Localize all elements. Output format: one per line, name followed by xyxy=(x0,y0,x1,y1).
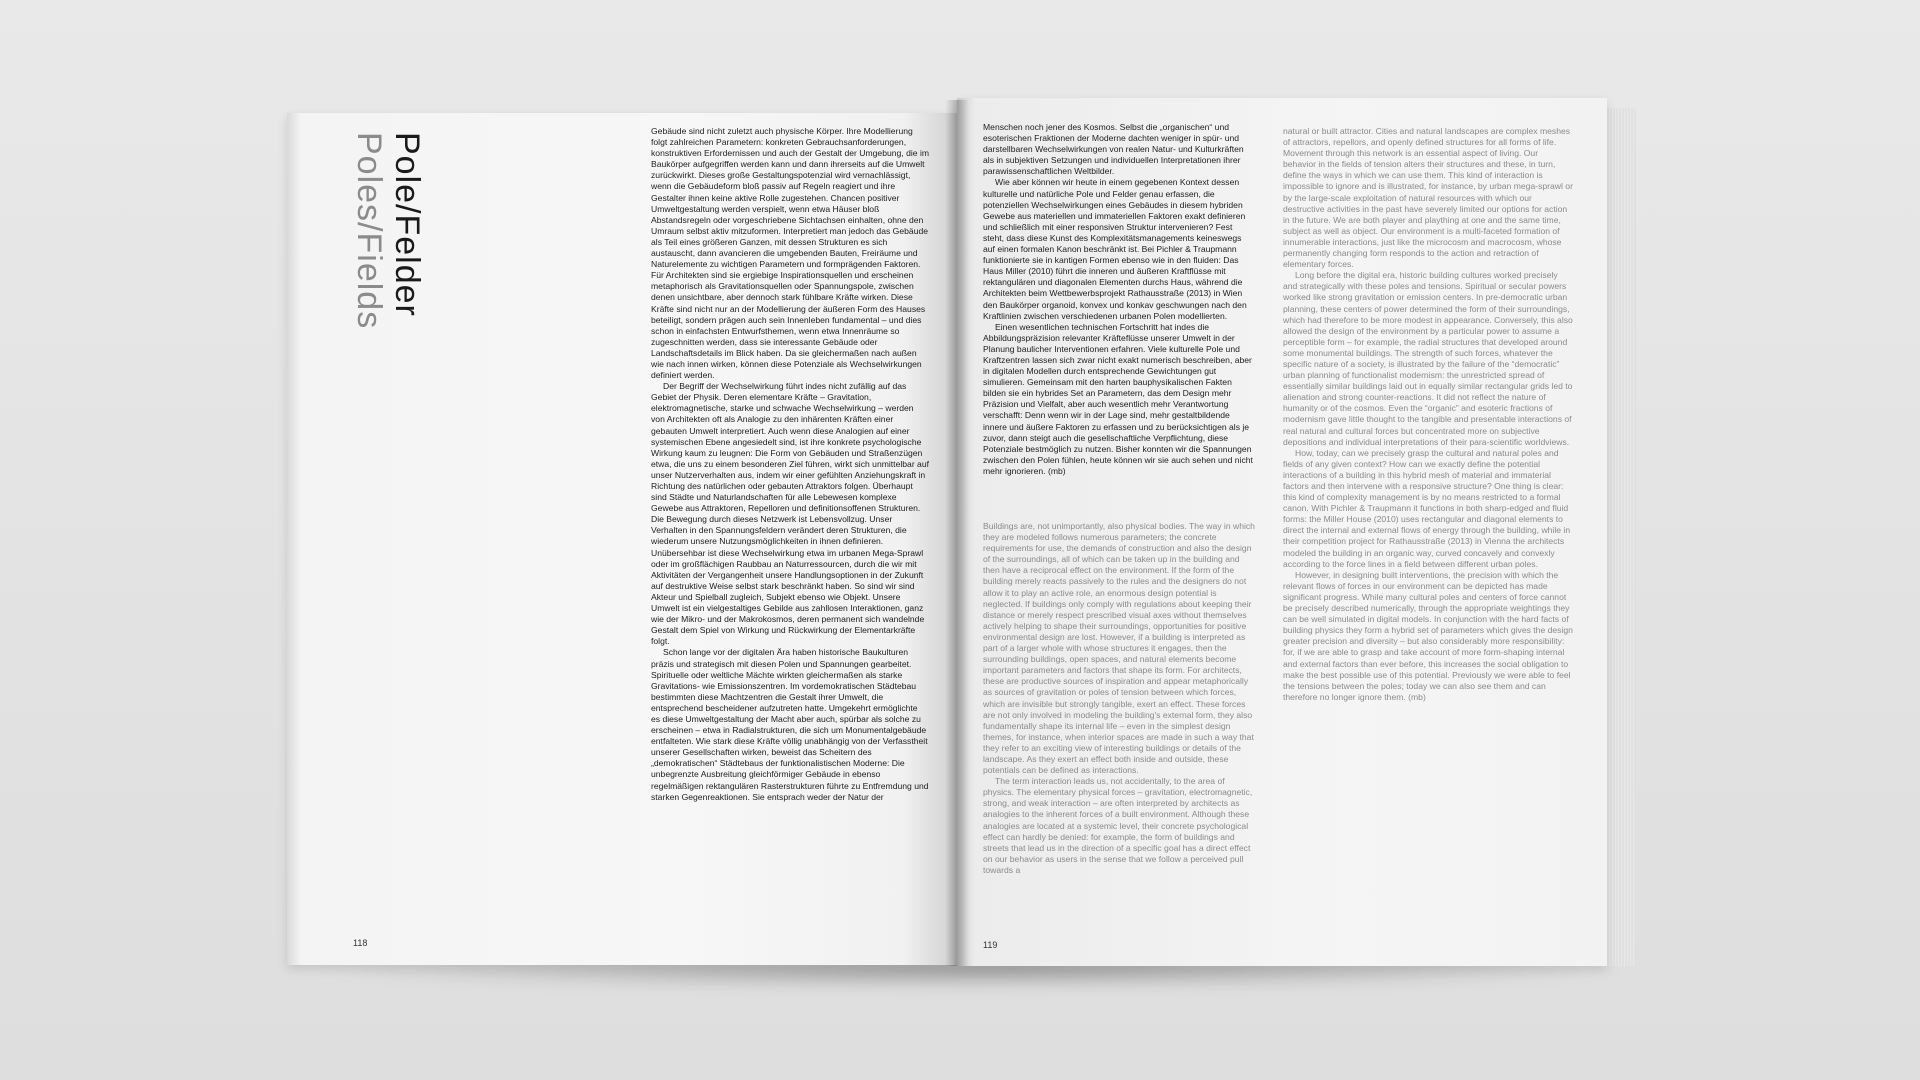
english-text-column-1 xyxy=(983,521,1255,905)
german-text-column-1 xyxy=(651,126,929,866)
paragraph: Menschen noch jener des Kosmos. Selbst die „organischen“ und esoterischen Fraktionen der Moderne dachten weniger in spür- und darstellbaren Wechselwirkungen von realen Natur- und Kulturkräften als in subjektiven Setzungen und individuellen Interpretationen ihrer parawissenschaftlichen Weltbilder. xyxy=(983,122,1244,177)
paragraph: Wie aber können wir heute in einem gegebenen Kontext dessen kulturelle und natürliche Pole und Felder genau erfassen, die potenziellen Wechselwirkungen eines Gebäudes in diesem hybriden Gewebe aus materiellen und immateriellen Faktoren exakt definieren und schließlich mit einer responsiven Struktur intervenieren? Fest steht, dass diese Kunst des Komplexitätsmanagements keineswegs auf einen formalen Kanon beschränkt ist. Bei Pichler & Traupmann funktionierte sie in kantigen Formen ebenso wie in den fluiden: Das Haus Miller (2010) führt die inneren und äußeren Kraftflüsse mit rektangulären und diagonalen Elementen durchs Haus, während die Architekten beim Wettbewerbsprojekt Rathausstraße (2013) in Wien den Baukörper organoid, konvex und konkav geschwungen nach den Kraftlinien zwischen verschiedenen urbanen Polen modellierten. xyxy=(983,177,1247,321)
paragraph: natural or built attractor. Cities and natural landscapes are complex meshes of attractors, repellors, and openly defined structures for all forms of life. Movement through this network is an essential aspect of living. Our behavior in the fields of tension alters their structures and these, in turn, define the ways in which we can use them. This kind of interaction is impossible to ignore and is illustrated, for instance, by urban mega-sprawl or by the large-scale exploitation of natural resources with which our destructive activities in the past have severely limited our options for action in the future. We are both player and plaything at one and the same time, subject as well as object. Our environment is a multi-faceted formation of innumerable interactions, just like the microcosm and macrocosm, whose permanently changing form responds to the action and retraction of elementary forces. xyxy=(1283,126,1573,270)
book-gutter xyxy=(945,100,969,966)
paragraph: Schon lange vor der digitalen Ära haben historische Baukulturen präzis und strategisch mit diesen Polen und Spannungen gearbeitet. Spirituelle oder weltliche Mächte wirkten gleichermaßen als starke Gravitations- wie Emissionszentren. Im vordemokratischen Städtebau bestimmten diese Machtzentren die Gestalt ihrer Umwelt, die entsprechend bescheidener aufzutreten hatte. Umgekehrt ermöglichte es diese Umweltgestaltung der Macht aber auch, spürbar als solche zu erscheinen – etwa in Radialstrukturen, die sich um Monumentalgebäude entfalteten. Wie stark diese Kräfte völlig unabhängig von der Verfasstheit unserer Gesellschaften wirken, beweist das Scheitern des „demokratischen“ Städtebaus der funktionalistischen Moderne: Die unbegrenzte Ausbreitung gleichförmiger Gebäude in ebenso regelmäßigen rektangulären Rasterstrukturen führte zu Entfremdung und starken Gegenreaktionen. Sie entsprach weder der Natur der xyxy=(651,647,929,802)
paragraph: Long before the digital era, historic building cultures worked precisely and strategically with these poles and tensions. Spiritual or secular powers worked like strong gravitation or emission centers. In pre-democratic urban planning, these centers of power determined the form of their surroundings, which had therefore to be more modest in appearance. Conversely, this also allowed the design of the environment by a particular power to assume a perceptible form – for example, the radial structures that developed around some monumental buildings. The strength of such forces, whatever the specific nature of a society, is illustrated by the failure of the “democratic” urban planning of functionalist modernism: the unrestricted spread of essentially similar buildings laid out in equally similar rectangular grids led to alienation and strong counter-reactions. It did not reflect the nature of humanity or of the cosmos. Even the “organic” and esoteric fractions of modernism gave little thought to the tangible and presentable interactions of real natural and cultural forces but concentrated more on subjective depositions and individual interpretations of their para-scientific worldviews. xyxy=(1283,270,1573,447)
english-text-column-2 xyxy=(1283,126,1573,806)
paragraph: The term interaction leads us, not accidentally, to the area of physics. The elementary physical forces – gravitation, electromagnetic, strong, and weak interaction – are often interpreted by architects as analogies to the inherent forces of a built environment. Although these analogies are located at a systemic level, their concrete psychological effect can hardly be denied: for example, the form of buildings and streets that lead us in the direction of a specific goal has a direct effect on our behavior as users in the sense that we follow a perceived pull towards a xyxy=(983,776,1253,875)
paragraph: Buildings are, not unimportantly, also physical bodies. The way in which they are modeled follows numerous parameters; the concrete requirements for use, the demands of construction and also the design of the surroundings, all of which can be taken up in the building and then have a reciprocal effect on the environment. If the form of the building merely reacts passively to the rules and the designers do not allow it to play an active role, an enormous design potential is neglected. If buildings only comply with regulations about keeping their distance or merely respect prescribed visual axes without themselves actively helping to shape their surroundings, opportunities for positive environmental design are lost. However, if a building is interpreted as part of a larger whole with whose structures it engages, then the surrounding buildings, open spaces, and natural elements become important parameters and factors that shape its form. For architects, these are productive sources of inspiration and appear metaphorically as sources of gravitation or poles of tension between which forces, which are invisible but strongly tangible, exert an effect. These forces are not only involved in modeling the building's external form, they also fundamentally shape its internal life – even in the simplest design themes, for instance, when interior spaces are made in such a way that they refer to an exciting view of interesting buildings or details of the landscape. As they exert an effect both inside and outside, these potentials can be defined as interactions. xyxy=(983,521,1255,776)
paragraph: Der Begriff der Wechselwirkung führt indes nicht zufällig auf das Gebiet der Physik. Deren elementare Kräfte – Gravitation, elektromagnetische, starke und schwache Wechselwirkung – werden von Architekten oft als Analogie zu den inhärenten Kräften einer gebauten Umwelt interpretiert. Auch wenn diese Analogien auf einer systemischen Ebene angesiedelt sind, ist ihre konkrete psychologische Wirkung kaum zu leugnen: Die Form von Gebäuden und Straßenzügen etwa, die uns zu einem besonderen Ziel führen, wirkt sich unmittelbar auf unser Nutzerverhalten aus, indem wir einer gefühlten Anziehungskraft in Richtung des natürlichen oder gebauten Attraktors folgen. Überhaupt sind Städte und Naturlandschaften für alle Lebewesen komplexe Gewebe aus Attraktoren, Repelloren und definitionsoffenen Strukturen. Die Bewegung durch dieses Netzwerk ist Lebensvollzug. Unser Verhalten in den Spannungsfeldern verändert deren Strukturen, die wiederum unsere Nutzungsmöglichkeiten in ihnen definieren. Unübersehbar ist diese Wechselwirkung etwa im urbanen Mega-Sprawl oder im großflächigen Raubbau an Naturressourcen, durch die wir mit Aktivitäten der Vergangenheit unsere Handlungsoptionen in der Zukunft auf destruktive Weise selbst stark beschränkt haben. So sind wir sind Akteur und Spielball zugleich, Subjekt ebenso wie Objekt. Unsere Umwelt ist ein vielgestaltiges Gebilde aus zahllosen Interaktionen, ganz wie der Mikro- und der Makrokosmos, deren permanent sich wandelnde Gestalt dem Spiel von Wirkung und Rückwirkung der Elementarkräfte folgt. xyxy=(651,381,929,647)
paragraph: How, today, can we precisely grasp the cultural and natural poles and fields of any given context? How can we exactly define the potential interactions of a building in this hybrid mesh of material and immaterial factors and then intervene with a responsive structure? One thing is clear: this kind of complexity management is by no means restricted to a formal canon. With Pichler & Traupmann it functions in both sharp-edged and fluid forms: the Miller House (2010) uses rectangular and diagonal elements to direct the internal and external flows of energy through the building, while in their competition project for Rathausstraße (2013) in Vienna the architects modeled the building in an organic way, curved concavely and convexly according to the force lines in a field between different urban poles. xyxy=(1283,447,1571,569)
chapter-title-german: Pole/Felder xyxy=(388,132,426,317)
german-text-column-2 xyxy=(983,122,1255,514)
chapter-title-english: Poles/Fields xyxy=(350,132,388,330)
paragraph: However, in designing built interventions, the precision with which the relevant flows of forces in our environment can be depicted has made significant progress. While many cultural poles and centers of force cannot be precisely described numerically, through the appropriate weightings they can be well simulated in digital models. In conjunction with the hard facts of building physics they form a hybrid set of parameters which gives the design greater precision and diversity – but also considerably more responsibility: for, if we are able to grasp and take account of more form-shaping internal and external factors than ever before, this increases the social obligation to make the best possible use of this potential. Previously we were able to feel the tensions between the poles; today we can also see them and can therefore no longer ignore them. (mb) xyxy=(1283,569,1573,702)
page-number-right: 119 xyxy=(983,940,998,950)
paragraph: Gebäude sind nicht zuletzt auch physische Körper. Ihre Modellierung folgt zahlreichen Parametern: konkreten Gebrauchsanforderungen, konstruktiven Erfordernissen und auch der Gestalt der Umgebung, die im Baukörper aufgegriffen werden kann und dann ihrerseits auf die Umwelt zurückwirkt. Dieses große Gestaltungspotenzial wird vernachlässigt, wenn die Gebäudeform bloß passiv auf Regeln reagiert und ihre Gestalter ihnen keine aktive Rolle zugestehen. Chancen positiver Umweltgestaltung werden verspielt, wenn etwa Häuser bloß Abstandsregeln oder vorgeschriebene Sichtachsen einhalten, ohne den Umraum selbst aktiv mitzuformen. Interpretiert man jedoch das Gebäude als Teil eines größeren Ganzen, mit dessen Strukturen es sich austauscht, dann avancieren die umgebenden Bauten, Freiräume und Naturelemente zu wichtigen Parametern und formprägenden Faktoren. Für Architekten sind sie ergiebige Inspirationsquellen und erscheinen metaphorisch als Gravitationsquellen oder Spannungspole, zwischen denen unsichtbare, aber dennoch stark fühlbare Kräfte wirken. Diese Kräfte sind nicht nur an der Modellierung der äußeren Form des Hauses beteiligt, sondern prägen auch sein Innenleben fundamental – und dies schon in einfachsten Entwurfsthemen, wenn etwa Innenräume so zugeschnitten werden, dass sie interessante Gebäude oder Landschaftsdetails im Blick haben. Da sie gleichermaßen nach außen wie nach innen wirken, können diese Potenziale als Wechselwirkungen definiert werden. xyxy=(651,126,929,381)
page-number-left: 118 xyxy=(353,938,368,948)
paragraph: Einen wesentlichen technischen Fortschritt hat indes die Abbildungspräzision relevanter Kräfteflüsse unserer Umwelt in der Planung baulicher Interventionen erfahren. Viele kulturelle Pole und Kraftzentren lassen sich zwar nicht exakt numerisch beschreiben, aber in digitalen Modellen durch entsprechende Gewichtungen gut simulieren. Gemeinsam mit den harten bauphysikalischen Fakten bilden sie ein hybrides Set an Parametern, das dem Design mehr Präzision und Vielfalt, aber auch wesentlich mehr Verantwortung verschafft: Denn wenn wir in der Lage sind, mehr gestaltbildende innere und äußere Faktoren zu erfassen und zu berücksichtigen als je zuvor, dann steigt auch die gesellschaftliche Verpflichtung, diese Potenziale bestmöglich zu nutzen. Bisher konnten wir die Spannungen zwischen den Polen fühlen, heute können wir sie auch sehen und nicht mehr ignorieren. (mb) xyxy=(983,321,1253,476)
